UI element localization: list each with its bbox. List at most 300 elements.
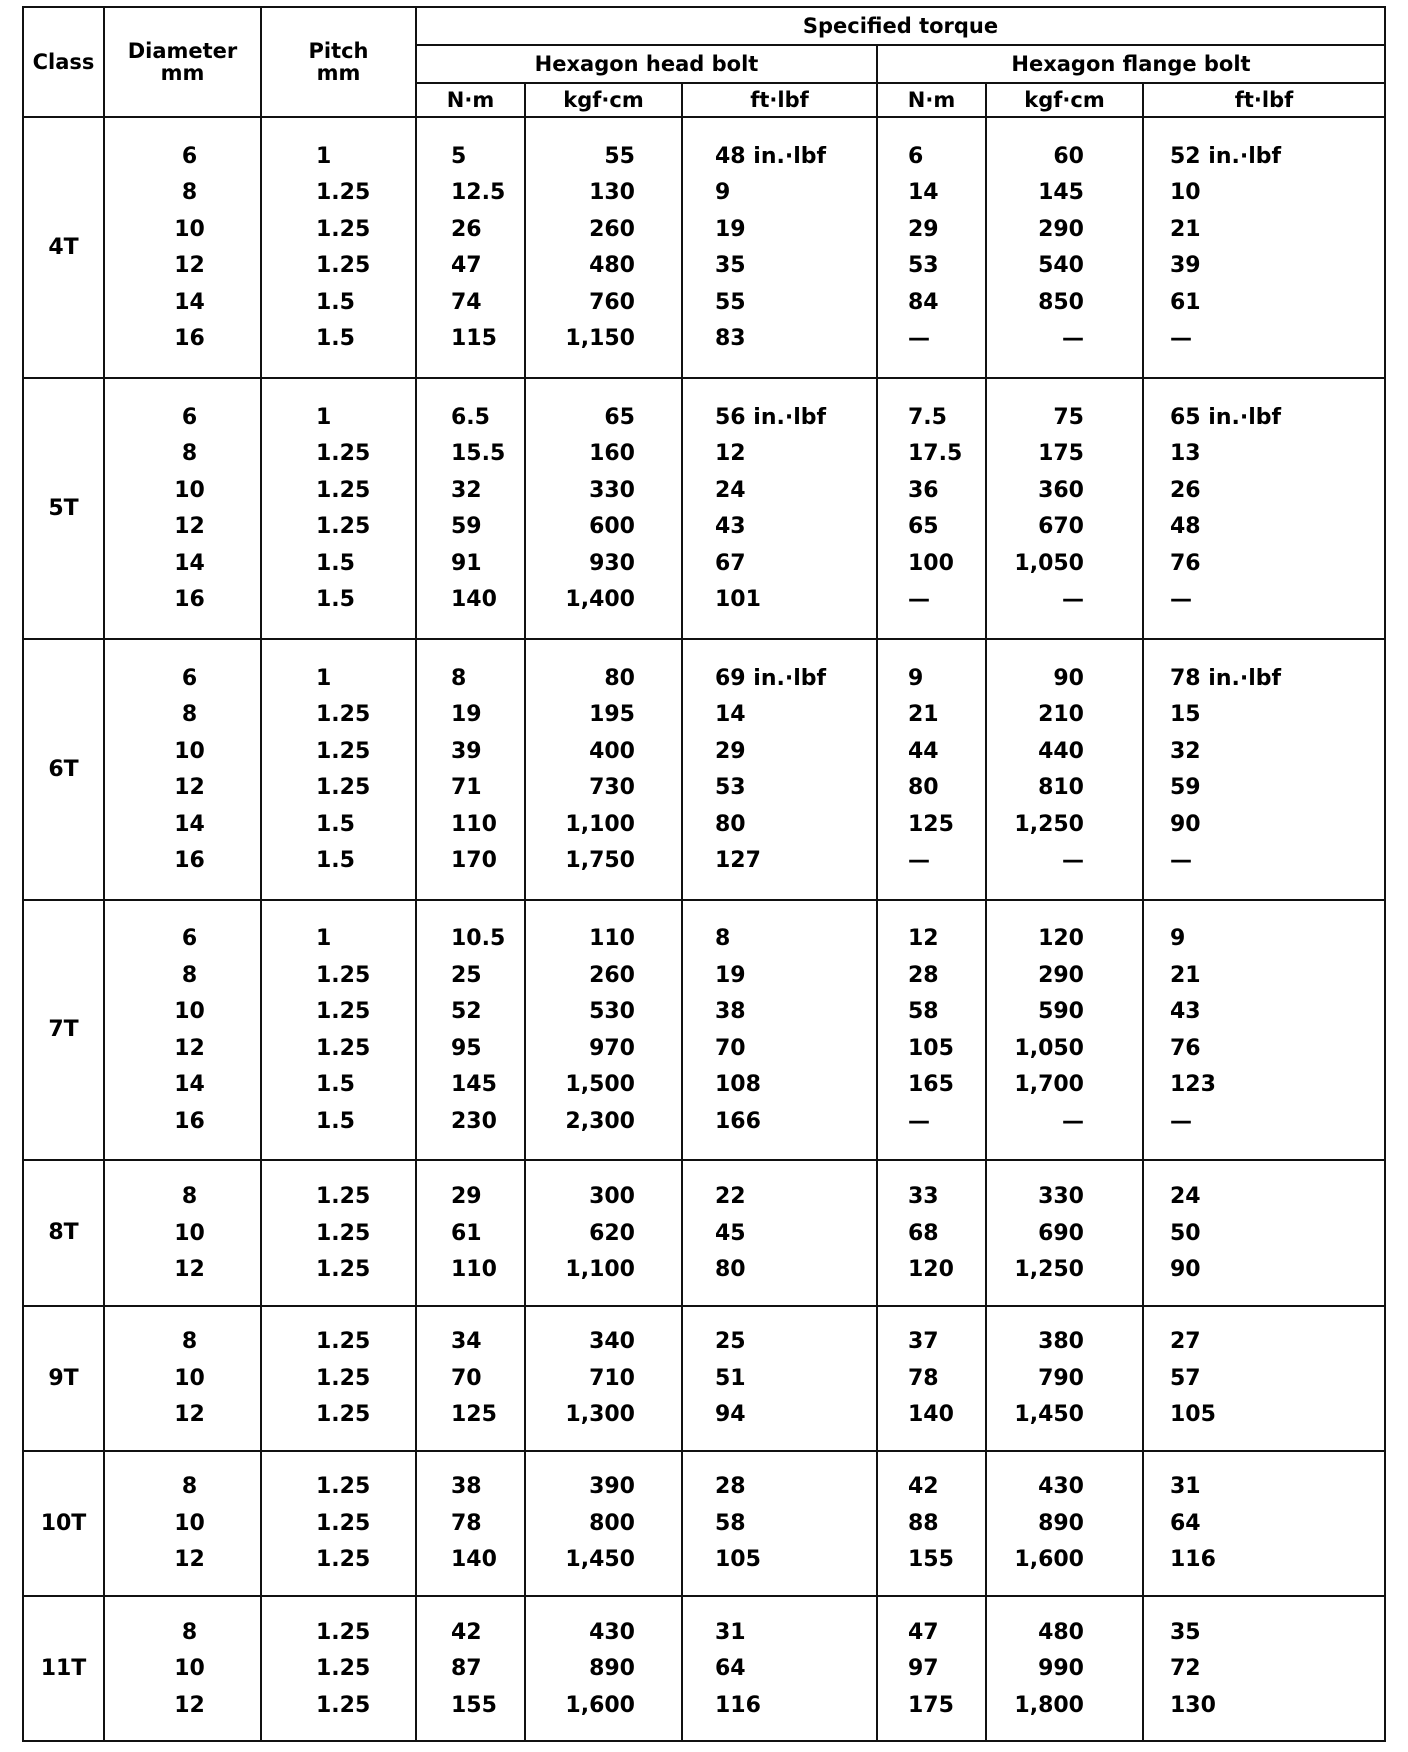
header-pitch-label: Pitch (308, 39, 369, 63)
diameter-value: 12 (174, 1257, 205, 1283)
value-list (1144, 1615, 1384, 1725)
head-bolt-ftlbf-value: 28 (715, 1474, 746, 1500)
flange-bolt-kgfcm-value: 175 (1038, 441, 1084, 467)
flange-bolt-ftlbf-cell (1143, 378, 1385, 639)
value-list (987, 139, 1142, 358)
diameter-value: 8 (181, 702, 198, 728)
flange-bolt-nm-value: 80 (908, 775, 939, 801)
flange-bolt-kgfcm-value: 690 (1038, 1220, 1084, 1246)
head-bolt-kgfcm-value: 620 (589, 1220, 635, 1246)
head-bolt-nm-value: 19 (451, 702, 482, 728)
head-bolt-kgfcm-value: 1,400 (565, 587, 635, 613)
header-hexagon-head-bolt: Hexagon head bolt (416, 45, 877, 83)
pitch-value: 1.25 (316, 1365, 371, 1391)
diameter-value: 10 (174, 999, 205, 1025)
head-bolt-kgfcm-cell (525, 378, 682, 639)
value-list (105, 1179, 260, 1289)
flange-bolt-ftlbf-value: 10 (1170, 180, 1201, 206)
flange-bolt-nm-value: 100 (908, 550, 954, 576)
diameter-value: 14 (174, 289, 205, 315)
value-list (262, 1179, 415, 1289)
head-bolt-nm-value: 52 (451, 999, 482, 1025)
diameter-value: 14 (174, 1072, 205, 1098)
head-bolt-kgfcm-value: 480 (589, 253, 635, 279)
header-specified-torque: Specified torque (416, 7, 1385, 45)
value-list (1144, 661, 1384, 880)
head-bolt-nm-value: 34 (451, 1329, 482, 1355)
flange-bolt-kgfcm-value: 380 (1038, 1329, 1084, 1355)
flange-bolt-nm-value: — (908, 326, 930, 352)
flange-bolt-nm-value: 21 (908, 702, 939, 728)
value-list (683, 400, 876, 619)
head-bolt-kgfcm-value: 110 (589, 926, 635, 952)
flange-bolt-ftlbf-value: 43 (1170, 999, 1201, 1025)
diameter-value: 10 (174, 1656, 205, 1682)
class-label: 6T (23, 639, 104, 900)
head-bolt-ftlbf-value: 94 (715, 1402, 746, 1428)
head-bolt-ftlbf-value: 48 in.·lbf (715, 143, 827, 169)
diameter-value: 16 (174, 848, 205, 874)
head-bolt-ftlbf-value: 25 (715, 1329, 746, 1355)
flange-bolt-nm-value: 6 (908, 143, 924, 169)
value-list (878, 139, 985, 358)
value-list (683, 1469, 876, 1579)
table-row (23, 1596, 1385, 1741)
value-list (683, 1179, 876, 1289)
pitch-value: 1.25 (316, 702, 371, 728)
pitch-value: 1.25 (316, 1035, 371, 1061)
class-label: 4T (23, 117, 104, 378)
flange-bolt-kgfcm-value: 430 (1038, 1474, 1084, 1500)
header-diameter (104, 7, 261, 117)
diameter-cell (104, 1451, 261, 1596)
class-label: 10T (23, 1451, 104, 1596)
pitch-value: 1.25 (316, 514, 371, 540)
flange-bolt-ftlbf-value: 9 (1170, 926, 1186, 952)
head-bolt-kgfcm-value: 390 (589, 1474, 635, 1500)
diameter-value: 8 (181, 180, 198, 206)
value-list (105, 1469, 260, 1579)
flange-bolt-ftlbf-value: 35 (1170, 1619, 1201, 1645)
value-list (683, 921, 876, 1140)
value-list (262, 1324, 415, 1434)
value-list (262, 1469, 415, 1579)
pitch-value: 1.25 (316, 775, 371, 801)
flange-bolt-kgfcm-value: — (1062, 848, 1084, 874)
flange-bolt-kgfcm-cell (986, 117, 1143, 378)
pitch-value: 1.25 (316, 180, 371, 206)
head-bolt-ftlbf-value: 53 (715, 775, 746, 801)
diameter-value: 10 (174, 1220, 205, 1246)
flange-bolt-ftlbf-cell (1143, 639, 1385, 900)
flange-bolt-kgfcm-value: — (1062, 326, 1084, 352)
value-list (417, 1615, 524, 1725)
flange-bolt-ftlbf-value: 78 in.·lbf (1170, 665, 1282, 691)
flange-bolt-ftlbf-value: 24 (1170, 1184, 1201, 1210)
diameter-value: 12 (174, 1402, 205, 1428)
head-bolt-ftlbf-value: 24 (715, 477, 746, 503)
head-bolt-nm-value: 71 (451, 775, 482, 801)
flange-bolt-ftlbf-value: 130 (1170, 1692, 1216, 1718)
head-bolt-kgfcm-value: 710 (589, 1365, 635, 1391)
diameter-value: 8 (181, 1474, 198, 1500)
pitch-value: 1.5 (316, 326, 355, 352)
flange-bolt-ftlbf-cell (1143, 1160, 1385, 1305)
pitch-value: 1.25 (316, 253, 371, 279)
head-bolt-kgfcm-value: 930 (589, 550, 635, 576)
head-bolt-ftlbf-value: 19 (715, 962, 746, 988)
flange-bolt-nm-value: 7.5 (908, 404, 947, 430)
value-list (105, 1615, 260, 1725)
flange-bolt-kgfcm-cell (986, 639, 1143, 900)
head-bolt-kgfcm-value: 430 (589, 1619, 635, 1645)
head-bolt-nm-value: 6.5 (451, 404, 490, 430)
pitch-value: 1 (316, 926, 332, 952)
head-bolt-nm-value: 170 (451, 848, 497, 874)
head-bolt-ftlbf-value: 67 (715, 550, 746, 576)
diameter-value: 6 (181, 143, 198, 169)
value-list (987, 400, 1142, 619)
value-list (262, 1615, 415, 1725)
head-bolt-nm-value: 140 (451, 1547, 497, 1573)
value-list (526, 1324, 681, 1434)
diameter-value: 10 (174, 738, 205, 764)
head-bolt-nm-cell (416, 1160, 525, 1305)
head-bolt-kgfcm-cell (525, 1306, 682, 1451)
head-bolt-nm-value: 74 (451, 289, 482, 315)
head-bolt-nm-value: 125 (451, 1402, 497, 1428)
flange-bolt-ftlbf-value: 61 (1170, 289, 1201, 315)
table-row (23, 1306, 1385, 1451)
head-bolt-kgfcm-cell (525, 1451, 682, 1596)
value-list (526, 1615, 681, 1725)
pitch-value: 1 (316, 665, 332, 691)
flange-bolt-nm-value: — (908, 1108, 930, 1134)
header-hexagon-flange-bolt: Hexagon flange bolt (877, 45, 1385, 83)
flange-bolt-kgfcm-cell (986, 1160, 1143, 1305)
table-row (23, 1160, 1385, 1305)
flange-bolt-nm-value: 17.5 (908, 441, 963, 467)
head-bolt-nm-value: 29 (451, 1184, 482, 1210)
flange-bolt-ftlbf-value: 105 (1170, 1402, 1216, 1428)
value-list (683, 661, 876, 880)
value-list (526, 400, 681, 619)
head-bolt-nm-value: 95 (451, 1035, 482, 1061)
flange-bolt-nm-cell (877, 1451, 986, 1596)
diameter-value: 12 (174, 514, 205, 540)
value-list (105, 1324, 260, 1434)
head-bolt-ftlbf-value: 80 (715, 1257, 746, 1283)
value-list (526, 139, 681, 358)
pitch-cell (261, 900, 416, 1161)
head-bolt-nm-value: 59 (451, 514, 482, 540)
head-bolt-nm-cell (416, 117, 525, 378)
head-bolt-ftlbf-cell (682, 639, 877, 900)
flange-bolt-ftlbf-value: 31 (1170, 1474, 1201, 1500)
head-bolt-ftlbf-value: 64 (715, 1656, 746, 1682)
value-list (1144, 139, 1384, 358)
diameter-cell (104, 378, 261, 639)
diameter-cell (104, 117, 261, 378)
header-unit-kgfcm: kgf·cm (525, 83, 682, 117)
head-bolt-ftlbf-value: 58 (715, 1510, 746, 1536)
head-bolt-kgfcm-value: 1,300 (565, 1402, 635, 1428)
flange-bolt-kgfcm-value: 1,250 (1014, 1257, 1084, 1283)
header-pitch (261, 7, 416, 117)
head-bolt-kgfcm-cell (525, 1160, 682, 1305)
pitch-value: 1.25 (316, 1402, 371, 1428)
head-bolt-nm-value: 47 (451, 253, 482, 279)
flange-bolt-nm-cell (877, 117, 986, 378)
diameter-value: 10 (174, 216, 205, 242)
flange-bolt-nm-value: 47 (908, 1619, 939, 1645)
head-bolt-ftlbf-value: 29 (715, 738, 746, 764)
pitch-value: 1.5 (316, 289, 355, 315)
head-bolt-nm-cell (416, 1596, 525, 1741)
diameter-value: 10 (174, 1365, 205, 1391)
diameter-value: 8 (181, 1619, 198, 1645)
diameter-value: 16 (174, 326, 205, 352)
flange-bolt-nm-cell (877, 1596, 986, 1741)
flange-bolt-kgfcm-value: 540 (1038, 253, 1084, 279)
table-row (23, 117, 1385, 378)
flange-bolt-ftlbf-value: — (1170, 326, 1192, 352)
pitch-value: 1.25 (316, 1547, 371, 1573)
flange-bolt-ftlbf-value: 26 (1170, 477, 1201, 503)
value-list (417, 921, 524, 1140)
flange-bolt-ftlbf-value: 90 (1170, 811, 1201, 837)
value-list (526, 1469, 681, 1579)
flange-bolt-ftlbf-value: 32 (1170, 738, 1201, 764)
pitch-value: 1.25 (316, 1220, 371, 1246)
header-unit-nm: N·m (877, 83, 986, 117)
head-bolt-ftlbf-value: 56 in.·lbf (715, 404, 827, 430)
flange-bolt-kgfcm-cell (986, 1596, 1143, 1741)
head-bolt-ftlbf-cell (682, 1596, 877, 1741)
flange-bolt-kgfcm-value: 590 (1038, 999, 1084, 1025)
head-bolt-kgfcm-value: 400 (589, 738, 635, 764)
head-bolt-ftlbf-value: 83 (715, 326, 746, 352)
flange-bolt-kgfcm-value: 1,050 (1014, 1035, 1084, 1061)
value-list (878, 1615, 985, 1725)
diameter-value: 10 (174, 477, 205, 503)
head-bolt-ftlbf-cell (682, 117, 877, 378)
diameter-value: 16 (174, 1108, 205, 1134)
flange-bolt-kgfcm-value: 1,700 (1014, 1072, 1084, 1098)
value-list (987, 1615, 1142, 1725)
flange-bolt-kgfcm-value: 810 (1038, 775, 1084, 801)
head-bolt-nm-value: 110 (451, 1257, 497, 1283)
diameter-cell (104, 639, 261, 900)
value-list (878, 400, 985, 619)
pitch-value: 1.25 (316, 441, 371, 467)
flange-bolt-nm-value: 44 (908, 738, 939, 764)
head-bolt-ftlbf-value: 116 (715, 1692, 761, 1718)
flange-bolt-nm-value: 68 (908, 1220, 939, 1246)
flange-bolt-kgfcm-value: 1,600 (1014, 1547, 1084, 1573)
head-bolt-nm-value: 32 (451, 477, 482, 503)
flange-bolt-nm-value: 65 (908, 514, 939, 540)
flange-bolt-kgfcm-value: 850 (1038, 289, 1084, 315)
flange-bolt-kgfcm-value: 890 (1038, 1510, 1084, 1536)
value-list (1144, 400, 1384, 619)
flange-bolt-kgfcm-value: 120 (1038, 926, 1084, 952)
flange-bolt-kgfcm-value: 440 (1038, 738, 1084, 764)
head-bolt-ftlbf-value: 8 (715, 926, 731, 952)
flange-bolt-ftlbf-value: 15 (1170, 702, 1201, 728)
head-bolt-kgfcm-value: 970 (589, 1035, 635, 1061)
value-list (987, 1179, 1142, 1289)
head-bolt-kgfcm-value: 80 (604, 665, 635, 691)
head-bolt-kgfcm-cell (525, 900, 682, 1161)
table-body (23, 117, 1385, 1741)
flange-bolt-ftlbf-value: — (1170, 848, 1192, 874)
flange-bolt-ftlbf-value: — (1170, 1108, 1192, 1134)
flange-bolt-kgfcm-value: 60 (1053, 143, 1084, 169)
header-unit-kgfcm: kgf·cm (986, 83, 1143, 117)
head-bolt-ftlbf-cell (682, 1451, 877, 1596)
head-bolt-kgfcm-value: 65 (604, 404, 635, 430)
table-header (23, 7, 1385, 117)
flange-bolt-kgfcm-cell (986, 378, 1143, 639)
flange-bolt-ftlbf-value: 59 (1170, 775, 1201, 801)
table-row (23, 378, 1385, 639)
flange-bolt-nm-value: — (908, 848, 930, 874)
flange-bolt-nm-cell (877, 639, 986, 900)
table-row (23, 1451, 1385, 1596)
diameter-value: 14 (174, 550, 205, 576)
head-bolt-ftlbf-value: 166 (715, 1108, 761, 1134)
flange-bolt-ftlbf-cell (1143, 1596, 1385, 1741)
flange-bolt-kgfcm-value: 1,250 (1014, 811, 1084, 837)
head-bolt-nm-value: 145 (451, 1072, 497, 1098)
value-list (878, 921, 985, 1140)
flange-bolt-nm-value: 84 (908, 289, 939, 315)
head-bolt-ftlbf-cell (682, 378, 877, 639)
flange-bolt-nm-value: 175 (908, 1692, 954, 1718)
header-unit-nm: N·m (416, 83, 525, 117)
diameter-value: 6 (181, 404, 198, 430)
pitch-cell (261, 1306, 416, 1451)
flange-bolt-nm-cell (877, 1306, 986, 1451)
pitch-cell (261, 639, 416, 900)
flange-bolt-kgfcm-value: 145 (1038, 180, 1084, 206)
diameter-cell (104, 900, 261, 1161)
pitch-cell (261, 1596, 416, 1741)
pitch-value: 1.25 (316, 477, 371, 503)
flange-bolt-nm-value: 28 (908, 962, 939, 988)
diameter-value: 6 (181, 665, 198, 691)
pitch-cell (261, 378, 416, 639)
value-list (987, 1469, 1142, 1579)
flange-bolt-ftlbf-value: 76 (1170, 550, 1201, 576)
pitch-value: 1 (316, 143, 332, 169)
head-bolt-kgfcm-value: 1,100 (565, 811, 635, 837)
head-bolt-ftlbf-value: 101 (715, 587, 761, 613)
head-bolt-nm-value: 91 (451, 550, 482, 576)
flange-bolt-ftlbf-cell (1143, 117, 1385, 378)
head-bolt-ftlbf-value: 22 (715, 1184, 746, 1210)
flange-bolt-nm-value: 42 (908, 1474, 939, 1500)
flange-bolt-nm-value: 53 (908, 253, 939, 279)
diameter-value: 12 (174, 253, 205, 279)
value-list (105, 661, 260, 880)
head-bolt-nm-value: 42 (451, 1619, 482, 1645)
head-bolt-ftlbf-value: 35 (715, 253, 746, 279)
flange-bolt-nm-value: 165 (908, 1072, 954, 1098)
flange-bolt-nm-value: 120 (908, 1257, 954, 1283)
flange-bolt-ftlbf-value: 27 (1170, 1329, 1201, 1355)
torque-spec-sheet (22, 6, 1384, 1742)
head-bolt-nm-cell (416, 639, 525, 900)
value-list (683, 1615, 876, 1725)
head-bolt-nm-value: 115 (451, 326, 497, 352)
class-label: 5T (23, 378, 104, 639)
head-bolt-kgfcm-cell (525, 639, 682, 900)
head-bolt-ftlbf-value: 31 (715, 1619, 746, 1645)
flange-bolt-nm-cell (877, 900, 986, 1161)
head-bolt-nm-value: 155 (451, 1692, 497, 1718)
header-diameter-label: Diameter (127, 39, 238, 63)
pitch-value: 1.25 (316, 1184, 371, 1210)
head-bolt-kgfcm-value: 1,750 (565, 848, 635, 874)
flange-bolt-nm-value: 78 (908, 1365, 939, 1391)
head-bolt-nm-value: 87 (451, 1656, 482, 1682)
flange-bolt-ftlbf-value: 76 (1170, 1035, 1201, 1061)
table-row (23, 639, 1385, 900)
value-list (987, 661, 1142, 880)
head-bolt-ftlbf-value: 69 in.·lbf (715, 665, 827, 691)
value-list (878, 1324, 985, 1434)
pitch-cell (261, 117, 416, 378)
head-bolt-nm-cell (416, 1306, 525, 1451)
flange-bolt-nm-value: 88 (908, 1510, 939, 1536)
head-bolt-kgfcm-cell (525, 117, 682, 378)
value-list (987, 1324, 1142, 1434)
flange-bolt-ftlbf-value: 123 (1170, 1072, 1216, 1098)
flange-bolt-kgfcm-cell (986, 900, 1143, 1161)
pitch-value: 1.5 (316, 848, 355, 874)
value-list (1144, 1179, 1384, 1289)
value-list (1144, 1324, 1384, 1434)
head-bolt-nm-value: 15.5 (451, 441, 506, 467)
flange-bolt-nm-value: 105 (908, 1035, 954, 1061)
head-bolt-nm-value: 10.5 (451, 926, 506, 952)
head-bolt-kgfcm-value: 340 (589, 1329, 635, 1355)
flange-bolt-nm-value: 29 (908, 216, 939, 242)
flange-bolt-nm-value: 33 (908, 1184, 939, 1210)
header-class: Class (23, 7, 104, 117)
value-list (987, 921, 1142, 1140)
head-bolt-kgfcm-value: 890 (589, 1656, 635, 1682)
flange-bolt-nm-value: 97 (908, 1656, 939, 1682)
head-bolt-ftlbf-value: 9 (715, 180, 731, 206)
header-diameter-unit: mm (160, 61, 205, 85)
head-bolt-kgfcm-value: 55 (604, 143, 635, 169)
head-bolt-nm-cell (416, 900, 525, 1161)
head-bolt-ftlbf-value: 38 (715, 999, 746, 1025)
head-bolt-kgfcm-value: 260 (589, 962, 635, 988)
head-bolt-ftlbf-value: 70 (715, 1035, 746, 1061)
flange-bolt-kgfcm-value: — (1062, 587, 1084, 613)
header-unit-ftlbf: ft·lbf (682, 83, 877, 117)
head-bolt-kgfcm-value: 760 (589, 289, 635, 315)
value-list (526, 1179, 681, 1289)
flange-bolt-kgfcm-value: 480 (1038, 1619, 1084, 1645)
flange-bolt-ftlbf-value: 52 in.·lbf (1170, 143, 1282, 169)
head-bolt-kgfcm-value: 730 (589, 775, 635, 801)
diameter-value: 12 (174, 1547, 205, 1573)
